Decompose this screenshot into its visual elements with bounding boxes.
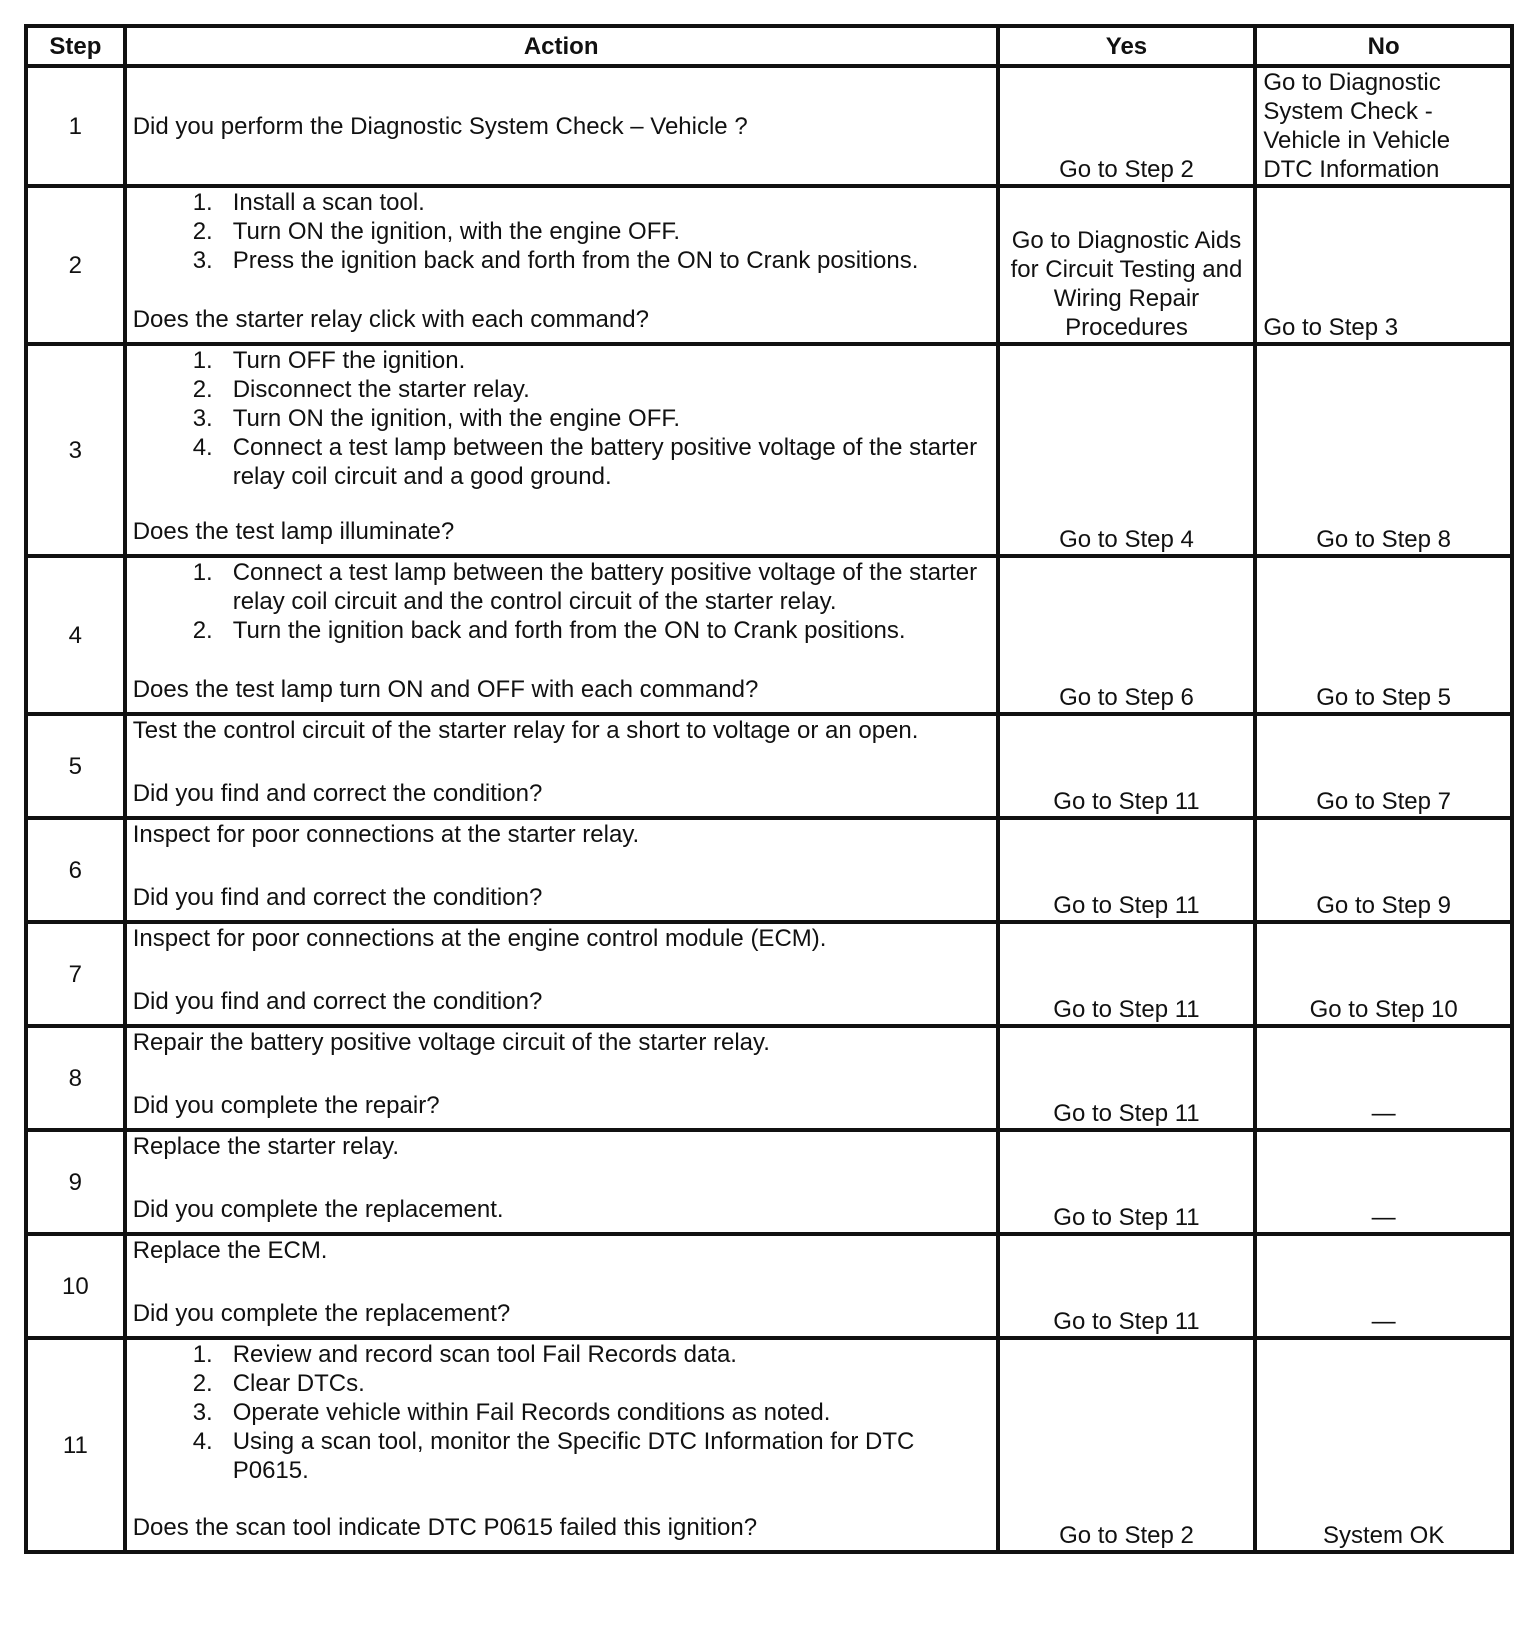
action-question: Did you find and correct the condition? <box>132 780 543 807</box>
substep-text: Disconnect the starter relay. <box>232 376 530 403</box>
action-content <box>133 558 990 704</box>
substep-text: Turn OFF the ignition. <box>232 347 466 374</box>
substep-list <box>133 558 990 645</box>
substep-item <box>192 246 990 275</box>
action-content <box>133 1132 990 1224</box>
action-cell <box>125 1026 998 1130</box>
action-question: Does the scan tool indicate DTC P0615 failed this ignition? <box>132 1514 758 1541</box>
action-content <box>133 1028 990 1120</box>
action-content <box>133 188 990 334</box>
action-cell <box>125 922 998 1026</box>
substep-text: Clear DTCs. <box>232 1370 365 1397</box>
substep-item <box>192 1427 990 1485</box>
substep-list <box>133 1340 990 1485</box>
step-number: 11 <box>26 1338 125 1552</box>
yes-outcome: Go to Step 11 <box>998 1130 1256 1234</box>
step-number: 9 <box>26 1130 125 1234</box>
substep-text: Install a scan tool. <box>232 189 425 216</box>
substep-number: 1. <box>192 189 213 216</box>
action-question: Does the test lamp turn ON and OFF with each command? <box>132 676 759 703</box>
step-number: 7 <box>26 922 125 1026</box>
action-instructions <box>133 346 990 491</box>
no-outcome: — <box>1255 1130 1512 1234</box>
action-cell <box>125 714 998 818</box>
action-statement: Repair the battery positive voltage circuit of the starter relay. <box>132 1029 770 1056</box>
yes-outcome: Go to Step 11 <box>998 714 1256 818</box>
substep-item <box>192 433 990 491</box>
action-instructions <box>133 1132 990 1161</box>
step-number: 3 <box>26 344 125 556</box>
no-outcome: Go to Step 9 <box>1255 818 1512 922</box>
header-step: Step <box>26 26 125 66</box>
table-row <box>26 1234 1512 1338</box>
substep-item <box>192 346 990 375</box>
yes-outcome: Go to Step 11 <box>998 922 1256 1026</box>
substep-item <box>192 188 990 217</box>
action-statement: Test the control circuit of the starter relay for a short to voltage or an open. <box>132 717 919 744</box>
substep-item <box>192 375 990 404</box>
substep-number: 3. <box>192 247 213 274</box>
substep-item <box>192 217 990 246</box>
table-row <box>26 1130 1512 1234</box>
action-instructions <box>133 1028 990 1057</box>
action-content <box>133 924 990 1016</box>
substep-text: Review and record scan tool Fail Records data. <box>232 1341 737 1368</box>
substep-number: 4. <box>192 1428 213 1455</box>
table-row <box>26 922 1512 1026</box>
substep-text: Turn the ignition back and forth from the ON to Crank positions. <box>232 617 906 644</box>
step-number: 4 <box>26 556 125 714</box>
substep-text: Using a scan tool, monitor the Specific DTC Information for DTC P0615. <box>232 1428 915 1484</box>
action-cell <box>125 66 998 186</box>
header-row <box>26 26 1512 66</box>
substep-number: 1. <box>192 559 213 586</box>
substep-text: Turn ON the ignition, with the engine OFF. <box>232 405 681 432</box>
substep-text: Turn ON the ignition, with the engine OFF. <box>232 218 681 245</box>
substep-item <box>192 616 990 645</box>
no-outcome: Go to Step 10 <box>1255 922 1512 1026</box>
table-row <box>26 66 1512 186</box>
action-cell <box>125 1234 998 1338</box>
substep-text: Operate vehicle within Fail Records conditions as noted. <box>232 1399 831 1426</box>
action-question: Does the starter relay click with each command? <box>132 306 649 333</box>
action-cell <box>125 344 998 556</box>
action-question: Did you find and correct the condition? <box>132 988 543 1015</box>
table-row <box>26 344 1512 556</box>
action-instructions <box>133 716 990 745</box>
action-statement: Replace the ECM. <box>132 1237 328 1264</box>
action-instructions <box>133 1340 990 1485</box>
action-question: Did you complete the replacement. <box>132 1196 504 1223</box>
substep-number: 3. <box>192 405 213 432</box>
action-cell <box>125 1130 998 1234</box>
header-no: No <box>1255 26 1512 66</box>
action-cell <box>125 1338 998 1552</box>
action-statement: Inspect for poor connections at the starter relay. <box>132 821 640 848</box>
table-row <box>26 556 1512 714</box>
no-outcome: Go to Step 7 <box>1255 714 1512 818</box>
action-statement: Inspect for poor connections at the engine control module (ECM). <box>132 925 827 952</box>
header-action: Action <box>125 26 998 66</box>
yes-outcome: Go to Step 11 <box>998 818 1256 922</box>
no-outcome: Go to Diagnostic System Check - Vehicle in Vehicle DTC Information <box>1255 66 1512 186</box>
action-content <box>133 1236 990 1328</box>
yes-outcome: Go to Step 2 <box>998 1338 1256 1552</box>
substep-item <box>192 1398 990 1427</box>
step-number: 10 <box>26 1234 125 1338</box>
yes-outcome: Go to Step 11 <box>998 1026 1256 1130</box>
table-row <box>26 1026 1512 1130</box>
substep-text: Connect a test lamp between the battery positive voltage of the starter relay coil circuit and a good ground. <box>232 434 978 490</box>
yes-outcome: Go to Step 6 <box>998 556 1256 714</box>
no-outcome: — <box>1255 1234 1512 1338</box>
action-content <box>133 716 990 808</box>
substep-item <box>192 558 990 616</box>
action-content <box>133 1340 990 1542</box>
substep-text: Press the ignition back and forth from the ON to Crank positions. <box>232 247 919 274</box>
step-number: 1 <box>26 66 125 186</box>
step-number: 5 <box>26 714 125 818</box>
action-content <box>133 346 990 546</box>
action-question: Did you find and correct the condition? <box>132 884 543 911</box>
action-instructions <box>133 924 990 953</box>
action-statement: Replace the starter relay. <box>132 1133 400 1160</box>
diagnostic-table <box>24 24 1514 1554</box>
substep-list <box>133 346 990 491</box>
substep-item <box>192 1340 990 1369</box>
substep-number: 1. <box>192 1341 213 1368</box>
substep-number: 1. <box>192 347 213 374</box>
action-question: Did you complete the replacement? <box>132 1300 511 1327</box>
action-instructions <box>133 1236 990 1265</box>
no-outcome: System OK <box>1255 1338 1512 1552</box>
action-cell <box>125 818 998 922</box>
substep-text: Connect a test lamp between the battery positive voltage of the starter relay coil circuit and the control circuit of the starter relay. <box>232 559 978 615</box>
table-row <box>26 186 1512 344</box>
table-row <box>26 818 1512 922</box>
action-cell <box>125 186 998 344</box>
substep-list <box>133 188 990 275</box>
action-instructions <box>133 820 990 849</box>
table-row <box>26 714 1512 818</box>
action-content <box>133 820 990 912</box>
substep-number: 3. <box>192 1399 213 1426</box>
no-outcome: Go to Step 5 <box>1255 556 1512 714</box>
step-number: 8 <box>26 1026 125 1130</box>
table-row <box>26 1338 1512 1552</box>
yes-outcome: Go to Step 2 <box>998 66 1256 186</box>
action-question: Did you complete the repair? <box>132 1092 440 1119</box>
substep-number: 2. <box>192 218 213 245</box>
action-instructions <box>133 188 990 275</box>
no-outcome: — <box>1255 1026 1512 1130</box>
step-number: 6 <box>26 818 125 922</box>
yes-outcome: Go to Step 4 <box>998 344 1256 556</box>
substep-number: 2. <box>192 376 213 403</box>
action-question: Does the test lamp illuminate? <box>132 518 455 545</box>
no-outcome: Go to Step 3 <box>1255 186 1512 344</box>
yes-outcome: Go to Diagnostic Aids for Circuit Testing and Wiring Repair Procedures <box>998 186 1256 344</box>
action-instructions <box>133 558 990 645</box>
header-yes: Yes <box>998 26 1256 66</box>
substep-number: 2. <box>192 617 213 644</box>
substep-item <box>192 1369 990 1398</box>
action-statement: Did you perform the Diagnostic System Check – Vehicle ? <box>132 112 748 140</box>
substep-item <box>192 404 990 433</box>
yes-outcome: Go to Step 11 <box>998 1234 1256 1338</box>
no-outcome: Go to Step 8 <box>1255 344 1512 556</box>
action-cell <box>125 556 998 714</box>
step-number: 2 <box>26 186 125 344</box>
substep-number: 2. <box>192 1370 213 1397</box>
substep-number: 4. <box>192 434 213 461</box>
